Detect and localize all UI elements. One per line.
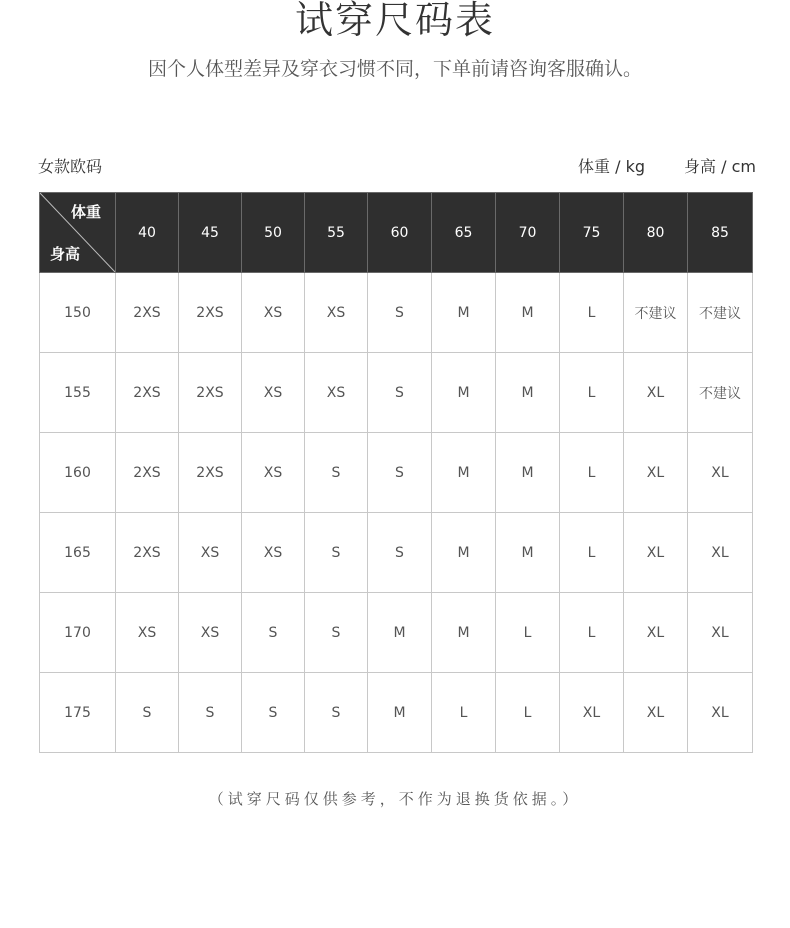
size-cell: XL (624, 673, 688, 753)
table-corner-cell (40, 193, 116, 273)
page-title: 试穿尺码表 (294, 0, 495, 42)
size-cell: XS (242, 273, 305, 353)
size-cell: 不建议 (688, 273, 753, 353)
weight-header-cell: 85 (688, 193, 753, 273)
weight-header-cell: 60 (368, 193, 432, 273)
size-cell: M (496, 353, 560, 433)
weight-header-cell: 45 (179, 193, 242, 273)
size-cell: XS (305, 273, 368, 353)
height-cell: 165 (40, 513, 116, 593)
weight-header-cell: 80 (624, 193, 688, 273)
table-row (40, 593, 753, 673)
size-cell: XS (179, 593, 242, 673)
height-cell: 175 (40, 673, 116, 753)
size-cell: XS (116, 593, 179, 673)
size-cell: S (179, 673, 242, 753)
size-cell: 2XS (116, 433, 179, 513)
size-cell: 不建议 (688, 353, 753, 433)
weight-header-cell: 75 (560, 193, 624, 273)
size-cell: L (496, 593, 560, 673)
table-row (40, 673, 753, 753)
size-cell: S (368, 273, 432, 353)
table-row (40, 273, 753, 353)
height-cell: 160 (40, 433, 116, 513)
size-cell: 2XS (179, 433, 242, 513)
size-cell: XL (560, 673, 624, 753)
size-cell: XL (688, 673, 753, 753)
size-cell: S (116, 673, 179, 753)
size-cell: S (368, 433, 432, 513)
size-cell: L (496, 673, 560, 753)
size-cell: 2XS (116, 273, 179, 353)
weight-header-cell: 65 (432, 193, 496, 273)
footnote: （试穿尺码仅供参考，不作为退换货依据。） (208, 790, 582, 808)
weight-header-cell: 40 (116, 193, 179, 273)
size-cell: S (242, 673, 305, 753)
table-row (40, 433, 753, 513)
size-cell: XL (624, 433, 688, 513)
weight-header-cell: 70 (496, 193, 560, 273)
size-cell: XL (688, 513, 753, 593)
page-subtitle: 因个人体型差异及穿衣习惯不同，下单前请咨询客服确认。 (147, 58, 642, 80)
size-cell: 2XS (116, 353, 179, 433)
table-row (40, 353, 753, 433)
size-cell: XS (242, 513, 305, 593)
size-cell: L (560, 433, 624, 513)
size-cell: S (305, 433, 368, 513)
weight-header-cell: 50 (242, 193, 305, 273)
size-cell: XS (242, 433, 305, 513)
size-cell: XL (624, 593, 688, 673)
corner-height-label: 身高 (50, 245, 81, 263)
corner-weight-label: 体重 (70, 203, 101, 221)
size-cell: L (560, 273, 624, 353)
size-cell: M (432, 353, 496, 433)
size-cell: L (560, 513, 624, 593)
table-header-row (40, 193, 753, 273)
size-cell: XL (624, 353, 688, 433)
weight-header-cell: 55 (305, 193, 368, 273)
size-cell: XL (688, 433, 753, 513)
size-cell: XS (305, 353, 368, 433)
size-cell: S (305, 593, 368, 673)
size-cell: M (432, 513, 496, 593)
size-cell: M (432, 273, 496, 353)
size-cell: XS (242, 353, 305, 433)
size-cell: 2XS (116, 513, 179, 593)
size-cell: S (305, 513, 368, 593)
size-cell: M (496, 273, 560, 353)
size-cell: XS (179, 513, 242, 593)
height-cell: 150 (40, 273, 116, 353)
size-cell: L (432, 673, 496, 753)
size-table (39, 192, 753, 753)
height-cell: 155 (40, 353, 116, 433)
size-cell: L (560, 593, 624, 673)
size-cell: M (496, 513, 560, 593)
size-cell: M (496, 433, 560, 513)
size-cell: M (368, 673, 432, 753)
size-cell: M (432, 593, 496, 673)
table-row (40, 513, 753, 593)
size-cell: M (432, 433, 496, 513)
size-cell: 2XS (179, 353, 242, 433)
size-cell: 不建议 (624, 273, 688, 353)
size-cell: S (368, 513, 432, 593)
size-cell: L (560, 353, 624, 433)
size-cell: M (368, 593, 432, 673)
size-cell: XL (688, 593, 753, 673)
table-body (40, 273, 753, 753)
size-cell: S (242, 593, 305, 673)
size-cell: 2XS (179, 273, 242, 353)
height-unit-label: 身高 / cm (684, 157, 756, 176)
size-cell: XL (624, 513, 688, 593)
size-cell: S (305, 673, 368, 753)
height-cell: 170 (40, 593, 116, 673)
category-label: 女款欧码 (38, 157, 103, 176)
size-cell: S (368, 353, 432, 433)
weight-unit-label: 体重 / kg (578, 157, 645, 176)
